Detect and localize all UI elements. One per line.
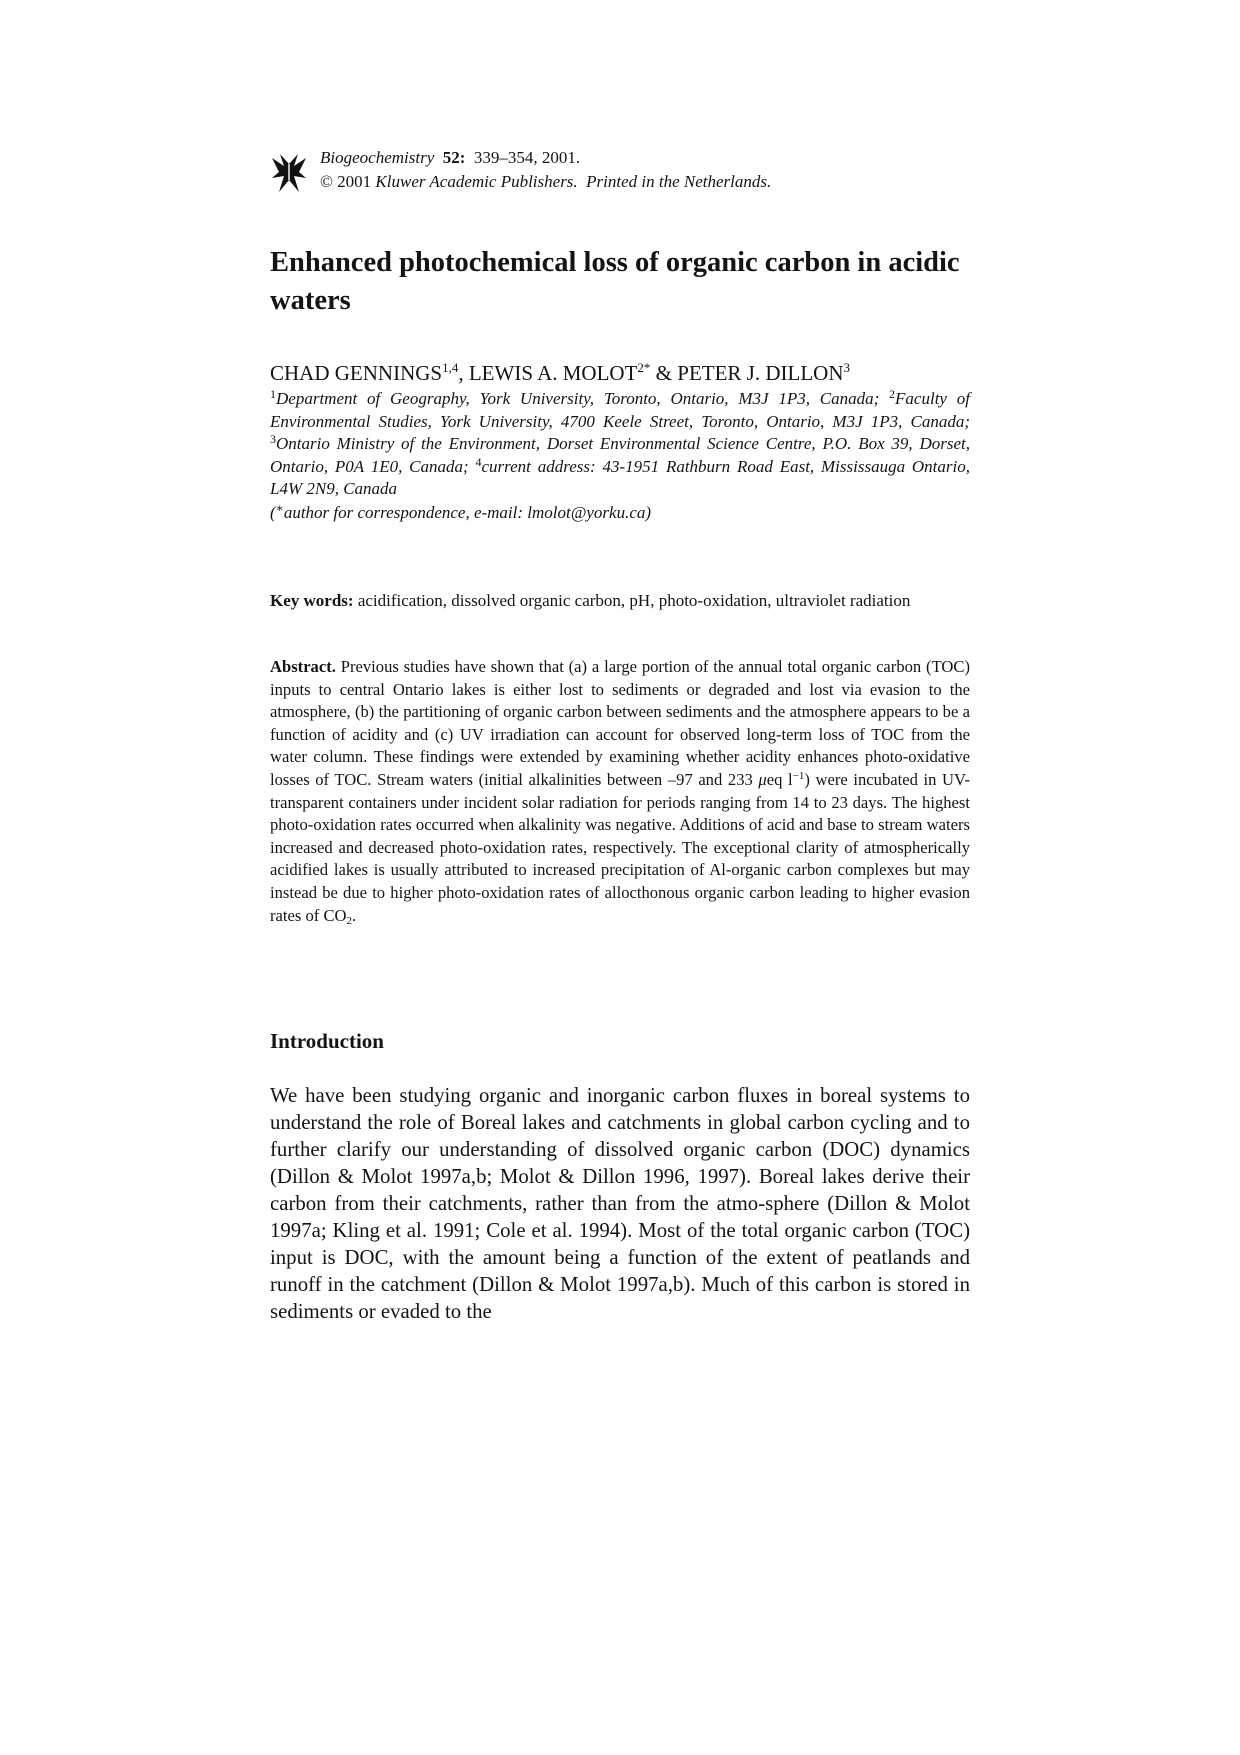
abstract-text: Previous studies have shown that (a) a large portion of the annual total organic carbon (TOC) inputs to central Ontario lakes is either lost to sediments or degraded and lost via evasion to the atmosphere, (b) the partitioning of organic carbon between sediments and the atmosphere appears to be a function of acidity and (c) UV irradiation can account for observed long-term loss of TOC from the water column. These findings were extended by examining whether acidity enhances photo-oxidative losses of TOC. Stream waters (initial alkalinities between –97 and 233 (270, 657, 970, 789)
copyright-line (320, 170, 771, 194)
keywords (270, 590, 910, 612)
affiliation-number: 4 (475, 454, 482, 469)
copyright-prefix: © 2001 (320, 172, 372, 191)
journal-name: Biogeochemistry (320, 148, 435, 167)
correspondence-note (270, 502, 651, 524)
section-heading-introduction: Introduction (270, 1029, 384, 1053)
affiliation-text: Faculty of Environmental Studies, York University, 4700 Keele Street, Toronto, Ontario, M3J 1P3, Canada; (270, 389, 970, 431)
affiliation-text: Department of Geography, York University, Toronto, Ontario, M3J 1P3, Canada; (276, 389, 890, 408)
abstract-mu-symbol: μ (758, 769, 767, 789)
printed-location: Printed in the Netherlands. (586, 172, 772, 191)
author-name: LEWIS A. MOLOT (468, 361, 638, 385)
publisher-name: Kluwer Academic Publishers. (375, 172, 578, 191)
abstract-end: . (352, 905, 357, 925)
author-affiliation-marker: 1,4 (442, 360, 459, 375)
abstract-text: ) were incubated in UV-transparent containers under incident solar radiation for periods ranging from 14 to 23 days. The highest photo-oxidation rates occurred when alkalinity was negative. Additions of acid and base to stream waters increased and decreased photo-oxidation rates, respectively. The exceptional clarity of atmospherically acidified lakes is usually attributed to increased precipitation of Al-organic carbon complexes but may instead be due to higher photo-oxidation rates of allocthonous organic carbon leading to higher evasion rates of CO (270, 769, 971, 925)
journal-volume: 52: (442, 148, 466, 167)
paper-title: Enhanced photochemical loss of organic carbon in acidic waters (270, 247, 960, 316)
affiliations (270, 388, 970, 501)
affiliation-number: 1 (270, 387, 276, 401)
abstract (270, 656, 970, 927)
keywords-label: Key words: (270, 591, 354, 610)
abstract-label: Abstract. (270, 657, 336, 676)
citation-line (320, 146, 771, 170)
introduction-paragraph: We have been studying organic and inorganic carbon fluxes in boreal systems to understand the role of Boreal lakes and catchments in global carbon cycling and to further clarify our understanding of dissolved organic carbon (DOC) dynamics (Dillon & Molot 1997a,b; Molot & Dillon 1996, 1997). Boreal lakes derive their carbon from their catchments, rather than from the atmo-sphere (Dillon & Molot 1997a; Kling et al. 1991; Cole et al. 1994). Most of the total organic carbon (TOC) input is DOC, with the amount being a function of the extent of peatlands and runoff in the catchment (Dillon & Molot 1997a,b). Much of this carbon is stored in sediments or evaded to the (270, 1084, 970, 1323)
author-separator: , (458, 361, 469, 385)
correspondence-text: author for correspondence, e-mail: lmolot@yorku.ca) (283, 503, 652, 522)
abstract-co2-subscript: 2 (346, 914, 352, 927)
affiliation-number: 2 (889, 387, 896, 401)
author-name: PETER J. DILLON (677, 361, 844, 385)
author-affiliation-marker: 3 (843, 360, 851, 375)
citation-block (320, 146, 771, 194)
journal-pages-year: 339–354, 2001. (473, 148, 581, 167)
affiliation-text: current address: 43-1951 Rathburn Road East, Mississauga Ontario, L4W 2N9, Canada (270, 456, 970, 498)
author-affiliation-marker: 2* (637, 360, 651, 375)
affiliation-text: Ontario Ministry of the Environment, Dorset Environmental Science Centre, P.O. Box 39, Dorset, Ontario, P0A 1E0, Canada; (270, 434, 970, 476)
affiliation-number: 3 (270, 432, 276, 446)
abstract-unit-exponent: −1 (792, 769, 805, 782)
abstract-unit: eq l (766, 769, 793, 789)
author-name: CHAD GENNINGS (270, 361, 443, 385)
author-list (270, 360, 850, 386)
author-separator: & (650, 361, 678, 385)
correspondence-star: ∗ (275, 501, 284, 515)
publisher-logo-icon (270, 152, 308, 194)
correspondence-open: ( (270, 503, 276, 522)
keywords-text: acidification, dissolved organic carbon, pH, photo-oxidation, ultraviolet radiation (353, 591, 911, 610)
